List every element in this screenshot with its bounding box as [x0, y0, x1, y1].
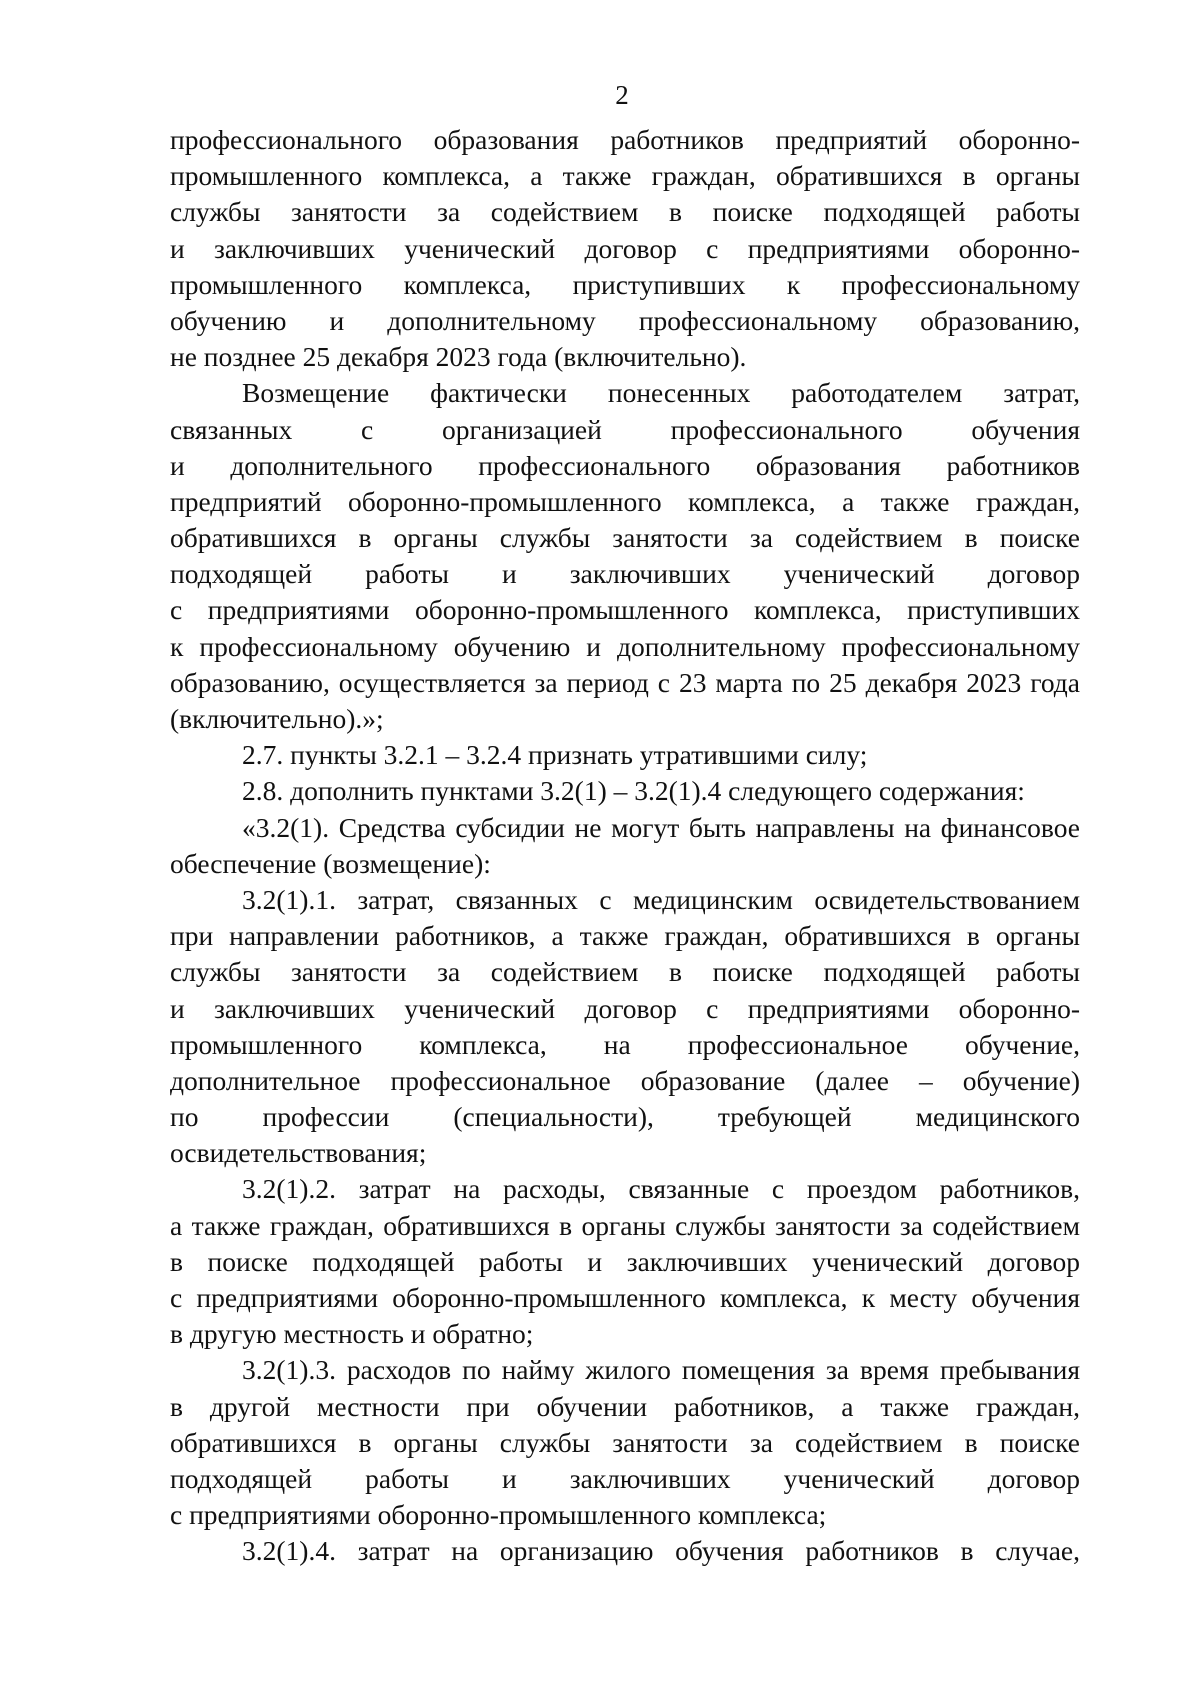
text-line: 3.2(1).4. затрат на организацию обучения работников в случае,	[242, 1535, 1080, 1567]
text-line: 3.2(1).3. расходов по найму жилого помещения за время пребывания	[242, 1354, 1080, 1386]
text-line: обеспечение (возмещение):	[170, 847, 491, 879]
text-line: 3.2(1).2. затрат на расходы, связанные с проездом работников,	[242, 1173, 1080, 1205]
text-line: связанных с организацией профессионального обучения	[170, 413, 1080, 445]
text-line: службы занятости за содействием в поиске подходящей работы	[170, 956, 1080, 988]
text-line: подходящей работы и заключивших ученический договор	[170, 558, 1080, 590]
text-line: (включительно).»;	[170, 703, 384, 734]
text-line: и заключивших ученический договор с предприятиями оборонно-	[170, 232, 1080, 264]
text-line: в другую местность и обратно;	[170, 1318, 534, 1350]
text-line: образованию, осуществляется за период с 23 марта по 25 декабря 2023 года	[170, 666, 1080, 698]
text-line: дополнительное профессиональное образование (далее – обучение)	[170, 1064, 1080, 1096]
text-line: обратившихся в органы службы занятости за содействием в поиске	[170, 1426, 1080, 1458]
text-line: службы занятости за содействием в поиске подходящей работы	[170, 196, 1080, 228]
text-line: а также граждан, обратившихся в органы службы занятости за содействием	[170, 1209, 1080, 1241]
text-line: промышленного комплекса, а также граждан, обратившихся в органы	[170, 160, 1080, 192]
text-line: не позднее 25 декабря 2023 года (включительно).	[170, 341, 747, 373]
text-line: в другой местности при обучении работников, а также граждан,	[170, 1390, 1080, 1422]
page-number: 2	[615, 80, 629, 110]
text-line: «3.2(1). Средства субсидии не могут быть направлены на финансовое	[242, 811, 1080, 843]
text-line: промышленного комплекса, приступивших к профессиональному	[170, 268, 1080, 300]
text-line: предприятий оборонно-промышленного комплекса, а также граждан,	[170, 485, 1080, 517]
text-line: промышленного комплекса, на профессиональное обучение,	[170, 1028, 1080, 1060]
document-body	[170, 122, 1080, 1570]
text-line: обратившихся в органы службы занятости за содействием в поиске	[170, 522, 1080, 554]
text-line: 2.7. пункты 3.2.1 – 3.2.4 признать утратившими силу;	[242, 739, 868, 771]
text-line: обучению и дополнительному профессиональному образованию,	[170, 304, 1080, 336]
text-line: в поиске подходящей работы и заключивших ученический договор	[170, 1245, 1080, 1277]
text-line: с предприятиями оборонно-промышленного комплекса;	[170, 1499, 827, 1531]
text-line: по профессии (специальности), требующей медицинского	[170, 1101, 1080, 1133]
text-line: освидетельствования;	[170, 1137, 427, 1169]
text-line: и заключивших ученический договор с предприятиями оборонно-	[170, 992, 1080, 1024]
text-line: с предприятиями оборонно-промышленного комплекса, приступивших	[170, 594, 1080, 626]
text-line: с предприятиями оборонно-промышленного комплекса, к месту обучения	[170, 1282, 1080, 1313]
text-line: 2.8. дополнить пунктами 3.2(1) – 3.2(1).4 следующего содержания:	[242, 775, 1025, 807]
text-line: и дополнительного профессионального образования работников	[170, 449, 1080, 481]
text-line: к профессиональному обучению и дополнительному профессиональному	[170, 630, 1080, 662]
text-line: при направлении работников, а также граждан, обратившихся в органы	[170, 920, 1080, 952]
text-line: профессионального образования работников предприятий оборонно-	[170, 124, 1080, 155]
text-line: 3.2(1).1. затрат, связанных с медицинским освидетельствованием	[242, 883, 1080, 915]
text-line: подходящей работы и заключивших ученический договор	[170, 1462, 1080, 1494]
text-line: Возмещение фактически понесенных работодателем затрат,	[242, 377, 1080, 409]
